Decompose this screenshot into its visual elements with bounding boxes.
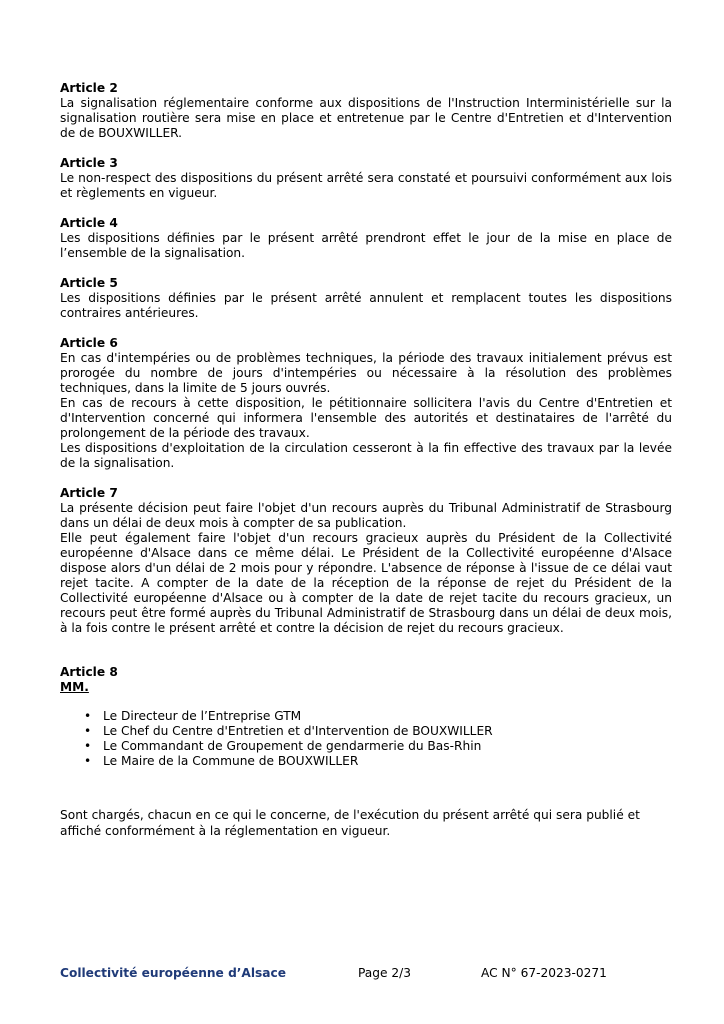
page-footer bbox=[60, 965, 672, 981]
article-3 bbox=[60, 156, 672, 201]
article-paragraph: Les dispositions d'exploitation de la circulation cesseront à la fin effective des travaux par la levée de la signalisation. bbox=[60, 441, 672, 470]
footer-organization: Collectivité européenne d’Alsace bbox=[60, 966, 286, 980]
article-title: Article 7 bbox=[60, 486, 118, 500]
closing-statement: Sont chargés, chacun en ce qui le concerne, de l'exécution du présent arrêté qui sera publié et affiché conformément à la réglementation en vigueur. bbox=[60, 808, 640, 838]
article-paragraph: En cas de recours à cette disposition, le pétitionnaire sollicitera l'avis du Centre d'Entretien et d'Intervention concerné qui informera l'ensemble des autorités et destinataires de l'arrêté du prolongement de la période des travaux. bbox=[60, 396, 672, 440]
article-title: Article 3 bbox=[60, 156, 118, 170]
article-4 bbox=[60, 216, 672, 261]
recipient-text: Le Commandant de Groupement de gendarmerie du Bas-Rhin bbox=[103, 739, 482, 753]
article-paragraph: Le non-respect des dispositions du présent arrêté sera constaté et poursuivi conformément aux lois et règlements en vigueur. bbox=[60, 171, 672, 200]
article-7 bbox=[60, 486, 672, 636]
bullet-icon: • bbox=[84, 724, 92, 738]
recipient-text: Le Maire de la Commune de BOUXWILLER bbox=[103, 754, 359, 768]
document-body bbox=[60, 81, 672, 854]
recipient-text: Le Directeur de l’Entreprise GTM bbox=[103, 709, 302, 723]
list-item bbox=[60, 709, 672, 724]
list-item bbox=[60, 754, 672, 769]
article-6 bbox=[60, 336, 672, 471]
article-title: Article 2 bbox=[60, 81, 118, 95]
spacer bbox=[60, 651, 672, 665]
bullet-icon: • bbox=[84, 709, 92, 723]
article-paragraph: Les dispositions définies par le présent arrêté prendront effet le jour de la mise en place de l’ensemble de la signalisation. bbox=[60, 231, 672, 260]
recipient-text: Le Chef du Centre d'Entretien et d'Intervention de BOUXWILLER bbox=[103, 724, 493, 738]
article-title: Article 4 bbox=[60, 216, 118, 230]
article-title: Article 6 bbox=[60, 336, 118, 350]
footer-reference: AC N° 67-2023-0271 bbox=[481, 966, 607, 980]
article-2 bbox=[60, 81, 672, 141]
footer-page-number: Page 2/3 bbox=[358, 966, 411, 980]
article-paragraph: La signalisation réglementaire conforme aux dispositions de l'Instruction Interministérielle sur la signalisation routière sera mise en place et entretenue par le Centre d'Entretien et d'Intervention de de BOUXWILLER. bbox=[60, 96, 672, 140]
list-item bbox=[60, 739, 672, 754]
article-paragraph: Elle peut également faire l'objet d'un recours gracieux auprès du Président de la Collectivité européenne d'Alsace dans ce même délai. Le Président de la Collectivité européenne d'Alsace dispose alors d'un délai de 2 mois pour y répondre. L'absence de réponse à l'issue de ce délai vaut rejet tacite. A compter de la date de la réception de la réponse de rejet du Président de la Collectivité européenne d'Alsace ou à compter de la date de rejet tacite du recours gracieux, un recours peut être formé auprès du Tribunal Administratif de Strasbourg dans un délai de deux mois, à la fois contre le présent arrêté et contre la décision de rejet du recours gracieux. bbox=[60, 531, 672, 635]
list-item bbox=[60, 724, 672, 739]
recipient-list bbox=[60, 709, 672, 769]
article-paragraph: Les dispositions définies par le présent arrêté annulent et remplacent toutes les dispositions contraires antérieures. bbox=[60, 291, 672, 320]
article-paragraph: En cas d'intempéries ou de problèmes techniques, la période des travaux initialement prévus est prorogée du nombre de jours d'intempéries ou nécessaire à la résolution des problèmes techniques, dans la limite de 5 jours ouvrés. bbox=[60, 351, 672, 395]
article-paragraph: La présente décision peut faire l'objet d'un recours auprès du Tribunal Administratif de Strasbourg dans un délai de deux mois à compter de sa publication. bbox=[60, 501, 672, 530]
addressee-heading: MM. bbox=[60, 680, 89, 694]
article-5 bbox=[60, 276, 672, 321]
article-title: Article 5 bbox=[60, 276, 118, 290]
article-8 bbox=[60, 665, 672, 839]
article-title: Article 8 bbox=[60, 665, 118, 679]
bullet-icon: • bbox=[84, 754, 92, 768]
bullet-icon: • bbox=[84, 739, 92, 753]
